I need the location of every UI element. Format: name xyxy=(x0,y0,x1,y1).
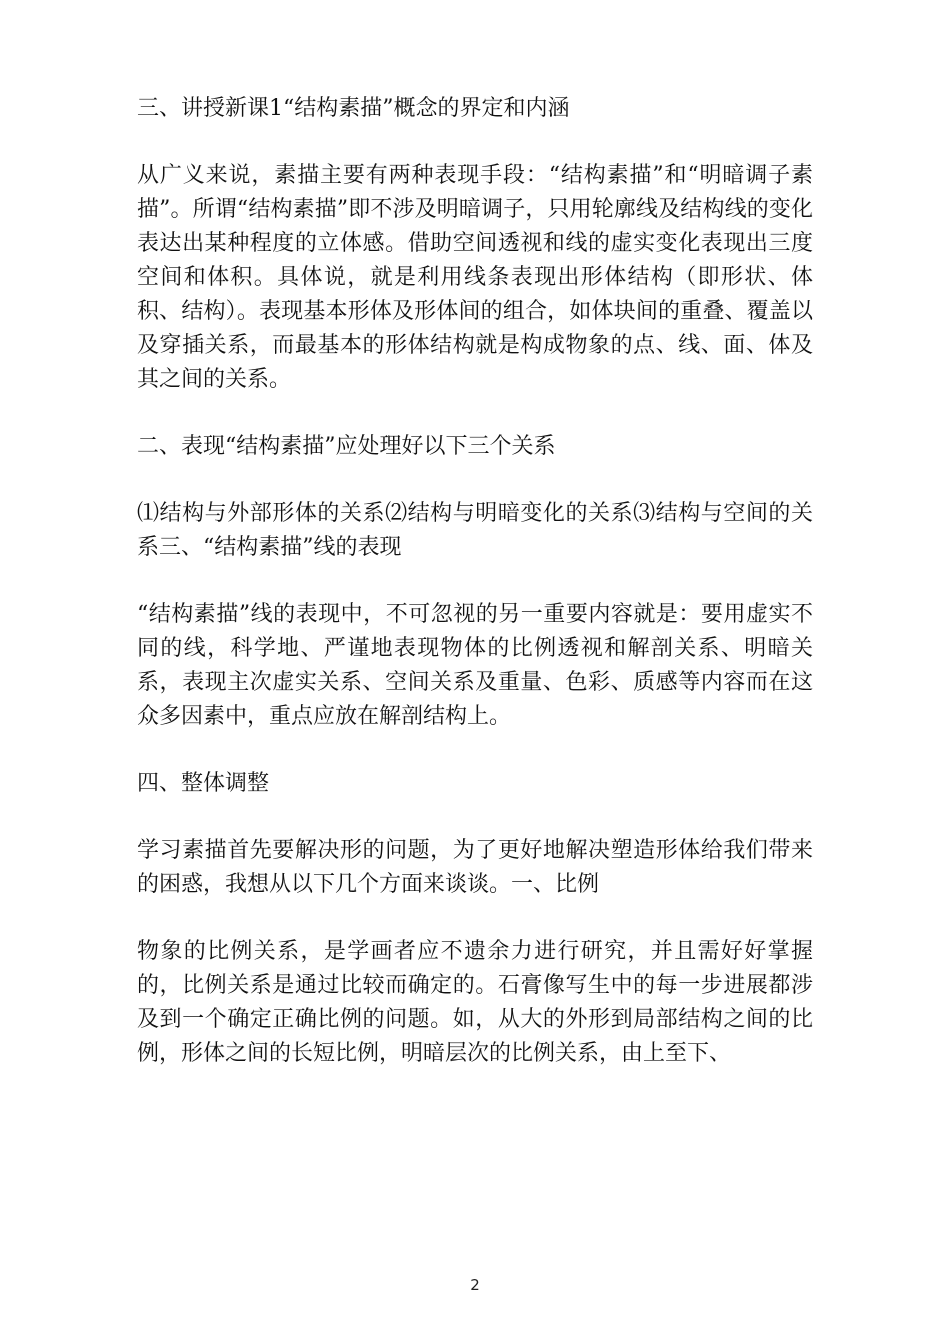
page-number: 2 xyxy=(470,1276,480,1294)
paragraph-structure-sketch-definition: 从广义来说，素描主要有两种表现手段：“结构素描”和“明暗调子素描”。所谓“结构素描”即不涉及明暗调子，只用轮廓线及结构线的变化表达出某种程度的立体感。借助空间透视和线的虚实变化表现出三度空间和体积。具体说，就是利用线条表现出形体结构（即形状、体积、结构）。表现基本形体及形体间的组合，如体块间的重叠、覆盖以及穿插关系，而最基本的形体结构就是构成物象的点、线、面、体及其之间的关系。 xyxy=(137,163,813,392)
paragraph-learning-form: 学习素描首先要解决形的问题，为了更好地解决塑造形体给我们带来的困惑，我想从以下几个方面来谈谈。一、比例 xyxy=(137,838,813,897)
section-heading-teaching: 三、讲授新课1“结构素描”概念的界定和内涵 xyxy=(137,96,570,121)
paragraph-proportion: 物象的比例关系，是学画者应不遗余力进行研究，并且需好好掌握的，比例关系是通过比较而确定的。石膏像写生中的每一步进展都涉及到一个确定正确比例的问题。如，从大的外形到局部结构之间的比例，形体之间的长短比例，明暗层次的比例关系，由上至下、 xyxy=(137,939,813,1066)
page-content xyxy=(137,92,813,1104)
paragraph-line-expression: “结构素描”线的表现中，不可忽视的另一重要内容就是：要用虚实不同的线，科学地、严谨地表现物体的比例透视和解剖关系、明暗关系，表现主次虚实关系、空间关系及重量、色彩、质感等内容而在这众多因素中，重点应放在解剖结构上。 xyxy=(137,602,813,729)
paragraph-three-relations: ⑴结构与外部形体的关系⑵结构与明暗变化的关系⑶结构与空间的关系三、“结构素描”线的表现 xyxy=(137,501,813,560)
section-heading-three-relations: 二、表现“结构素描”应处理好以下三个关系 xyxy=(137,434,556,459)
section-heading-overall-adjustment: 四、整体调整 xyxy=(137,771,270,796)
